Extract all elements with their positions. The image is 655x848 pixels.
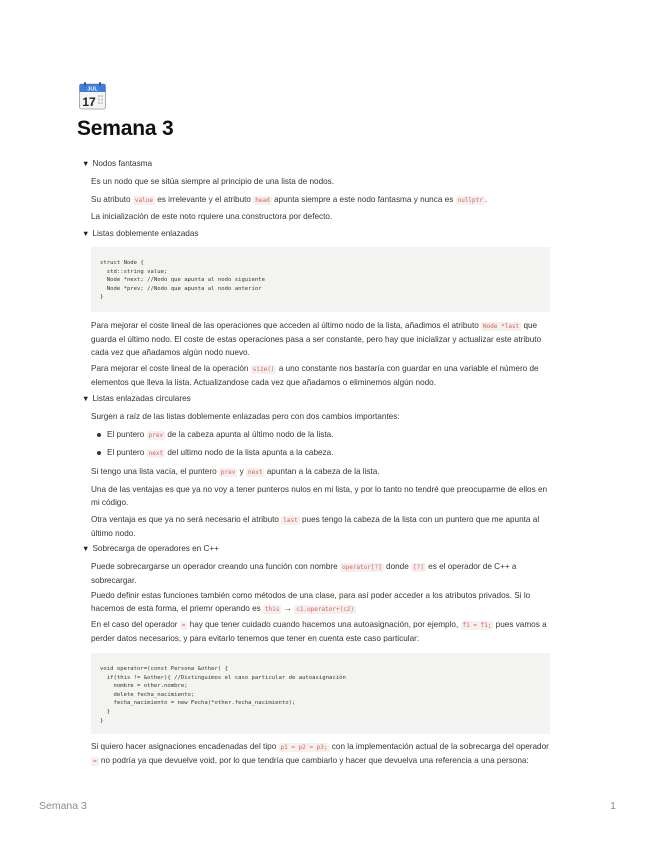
toggle-triangle-icon[interactable]: ▼ (82, 544, 90, 553)
toggle-triangle-icon[interactable]: ▼ (82, 394, 90, 403)
inline-code: last (283, 517, 298, 524)
inline-code: operator[?] (341, 564, 382, 571)
paragraph: Surgen a raíz de las listas doblemente enlazadas pero con dos cambios importantes: (91, 412, 400, 421)
inline-code: = (93, 758, 97, 765)
toggle-triangle-icon[interactable]: ▼ (82, 229, 90, 238)
inline-code: value (134, 197, 153, 204)
inline-code: next (148, 450, 164, 457)
inline-code: Node *last (483, 323, 520, 330)
paragraph: La inicialización de este noto rquiere una constructora por defecto. (91, 212, 333, 221)
inline-code: c1.operator+(c2) (296, 606, 355, 613)
inline-code: size() (252, 366, 275, 373)
paragraph: Una de las ventajas es que ya no voy a tener punteros nulos en mi lista, y por lo tanto no tendré que preocuparme de ellos en mi código. (91, 485, 548, 507)
paragraph: Puede sobrecargarse un operador creando una función con nombre operator[?] donde [?] es el operador de C++ a sobrecargar. (91, 562, 517, 585)
paragraph: Para mejorar el coste lineal de la operación size() a uno constante nos bastaría con guardar en una variable el número de elementos que lleva la lista. Actualizandose cada vez que añadamos o eliminemos algún nodo. (91, 364, 539, 387)
inline-code: = (181, 622, 186, 629)
inline-code: nullptr (457, 197, 483, 204)
toggle-listas-doblemente-enlazadas[interactable] (82, 229, 199, 238)
paragraph: Para mejorar el coste lineal de las operaciones que acceden al último nodo de la lista, añadimos el atributo Node *last que guarda el último nodo. El coste de estas operaciones pasa a ser constante, pero hay que inicializar y actualizar este atributo cada vez que añadamos algún nodo nuevo. (91, 321, 542, 357)
footer-title: Semana 3 (39, 800, 87, 812)
paragraph: Si tengo una lista vacía, el puntero prev y next apuntan a la cabeza de la lista. (91, 467, 380, 476)
inline-code: [?] (413, 564, 424, 571)
toggle-triangle-icon[interactable]: ▼ (82, 159, 90, 168)
page-number: 1 (610, 800, 616, 812)
paragraph: Es un nodo que se sitúa siempre al principio de una lista de nodos. (91, 177, 335, 186)
toggle-title: Nodos fantasma (92, 159, 153, 168)
code-text: void operator=(const Persona &other) { if(this != &other){ //Distinguimos el caso particular de autoasignación nombre = other.nombre; delete fecha_nacimiento; fecha_nacimiento = new Fecha(*other.fecha_nacimiento); } } (100, 666, 346, 724)
paragraph: Su atributo value es irrelevante y el atributo head apunta siempre a este nodo fantasma y nunca es nullptr . (91, 195, 488, 204)
svg-text:JUL: JUL (87, 86, 98, 93)
inline-code: prev (220, 469, 236, 476)
code-block[interactable] (91, 247, 550, 312)
toggle-sobrecarga-de-operadores[interactable] (82, 544, 219, 553)
page-title: Semana 3 (77, 117, 174, 140)
inline-code: this (265, 606, 280, 613)
inline-code: head (255, 197, 270, 204)
paragraph: Puedo definir estas funciones también como métodos de una clase, para así poder acceder a los atributos privados. Si lo hacemos de esta forma, el priemr operando es this → c1.operator+(c2) (91, 591, 531, 613)
paragraph: Otra ventaja es que ya no será necesario el atributo last pues tengo la cabeza de la lista con un puntero que me apunta al último nodo. (91, 515, 540, 538)
code-text: struct Node { std::string value; Node *next; //Nodo que apunta al nodo siguiente Node *prev; //Nodo que apunta al nodo anterior } (100, 260, 266, 301)
paragraph: En el caso del operador = hay que tener cuidado cuando hacemos una autoasignación, por ejemplo, f1 = f1; pues vamos a perder datos necesarios, y para evitarlo tenemos que tener en cuenta este caso particular: (91, 620, 547, 643)
toggle-listas-enlazadas-circulares[interactable] (82, 394, 191, 403)
list-item: El puntero prev de la cabeza apunta al último nodo de la lista. (107, 430, 334, 439)
paragraph: Si quiero hacer asignaciones encadenadas del tipo p1 = p2 = p3; con la implementación actual de la sobrecarga del operador = no podría ya que devuelve void, por lo que tendría que cambiarlo y hacer que devuelva una referencia a una persona: (91, 742, 549, 765)
toggle-title: Sobrecarga de operadores en C++ (92, 544, 219, 553)
inline-code: f1 = f1; (462, 622, 492, 629)
toggle-title: Listas doblemente enlazadas (92, 229, 199, 238)
code-block[interactable] (91, 653, 550, 734)
svg-text:17: 17 (82, 95, 96, 109)
inline-code: p1 = p2 = p3; (280, 744, 328, 751)
inline-code: prev (148, 432, 164, 439)
inline-code: next (248, 469, 263, 476)
toggle-title: Listas enlazadas circulares (92, 394, 191, 403)
bullet-dot (97, 451, 101, 455)
toggle-nodos-fantasma[interactable] (82, 159, 152, 168)
list-item: El puntero next del ultimo nodo de la lista apunta a la cabeza. (107, 448, 334, 457)
calendar-icon (79, 82, 106, 110)
bullet-dot (97, 433, 101, 437)
